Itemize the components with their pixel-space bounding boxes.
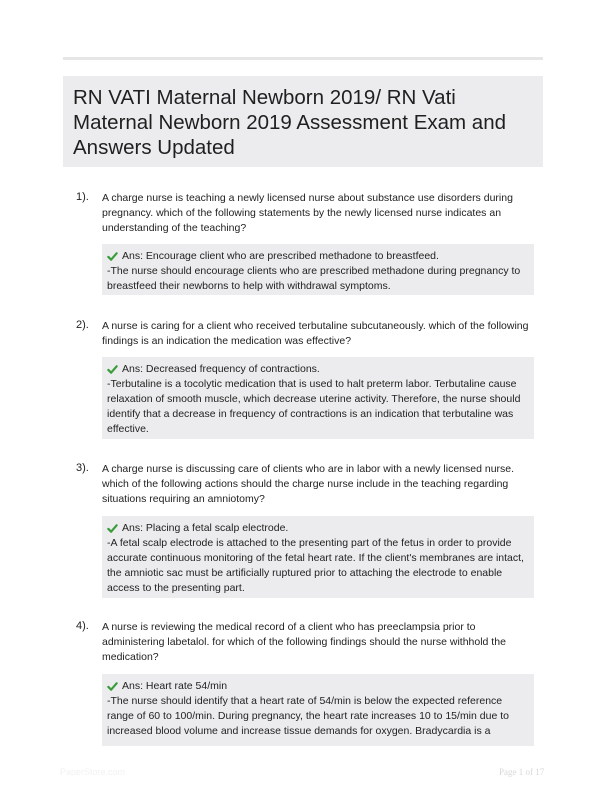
question-text: A nurse is reviewing the medical record of a client who has preeclampsia prior to administering labetalol. for which of the following findings should the nurse withhold the medication?: [102, 621, 506, 663]
answer-box: [102, 674, 534, 746]
top-divider: [63, 57, 543, 60]
question-text: A charge nurse is discussing care of clients who are in labor with a newly licensed nurse. which of the following actions should the charge nurse include in the teaching regarding situations requiring an amniotomy?: [102, 463, 515, 505]
answer-text: Ans: Encourage client who are prescribed methadone to breastfeed.: [122, 250, 439, 262]
document-title: RN VATI Maternal Newborn 2019/ RN Vati Maternal Newborn 2019 Assessment Exam and Answers Updated: [73, 86, 507, 159]
footer-watermark: PaperStore.com: [60, 767, 126, 777]
answer-text: Ans: Heart rate 54/min: [122, 680, 228, 692]
checkmark-icon: [107, 251, 118, 262]
answer-text: Ans: Placing a fetal scalp electrode.: [122, 522, 289, 534]
question-number: 3).: [76, 462, 89, 474]
answer-rationale: -Terbutaline is a tocolytic medication that is used to halt preterm labor. Terbutaline cause relaxation of smooth muscle, which decrease uterine activity. Therefore, the nurse should identify that a decrease in frequency of contractions is an indication that terbutaline was effective.: [107, 378, 521, 435]
title-banner: [63, 76, 543, 167]
checkmark-icon: [107, 681, 118, 692]
answer-text: Ans: Decreased frequency of contractions.: [122, 363, 320, 375]
question-text: A nurse is caring for a client who received terbutaline subcutaneously. which of the following findings is an indication the medication was effective?: [102, 320, 529, 347]
answer-box: [102, 357, 534, 439]
question-text: A charge nurse is teaching a newly licensed nurse about substance use disorders during pregnancy. which of the following statements by the newly licensed nurse indicates an understanding of the teaching?: [102, 192, 513, 234]
answer-box: [102, 244, 534, 295]
answer-rationale: -The nurse should identify that a heart rate of 54/min is below the expected reference range of 60 to 100/min. During pregnancy, the heart rate increases 10 to 15/min due to increased blood volume and increase tissue demands for oxygen. Bradycardia is a: [107, 695, 509, 737]
answer-rationale: -A fetal scalp electrode is attached to the presenting part of the fetus in order to provide accurate continuous monitoring of the fetal heart rate. If the client's membranes are intact, the amniotic sac must be artificially ruptured prior to attaching the electrode to enable access to the presenting part.: [107, 537, 524, 594]
question-number: 1).: [76, 191, 89, 203]
answer-box: [102, 516, 534, 598]
page-number: Page 1 of 17: [499, 767, 545, 777]
answer-rationale: -The nurse should encourage clients who are prescribed methadone during pregnancy to breastfeed their newborns to help with withdrawal symptoms.: [107, 265, 521, 292]
question-number: 2).: [76, 319, 89, 331]
checkmark-icon: [107, 364, 118, 375]
question-number: 4).: [76, 620, 89, 632]
checkmark-icon: [107, 523, 118, 534]
